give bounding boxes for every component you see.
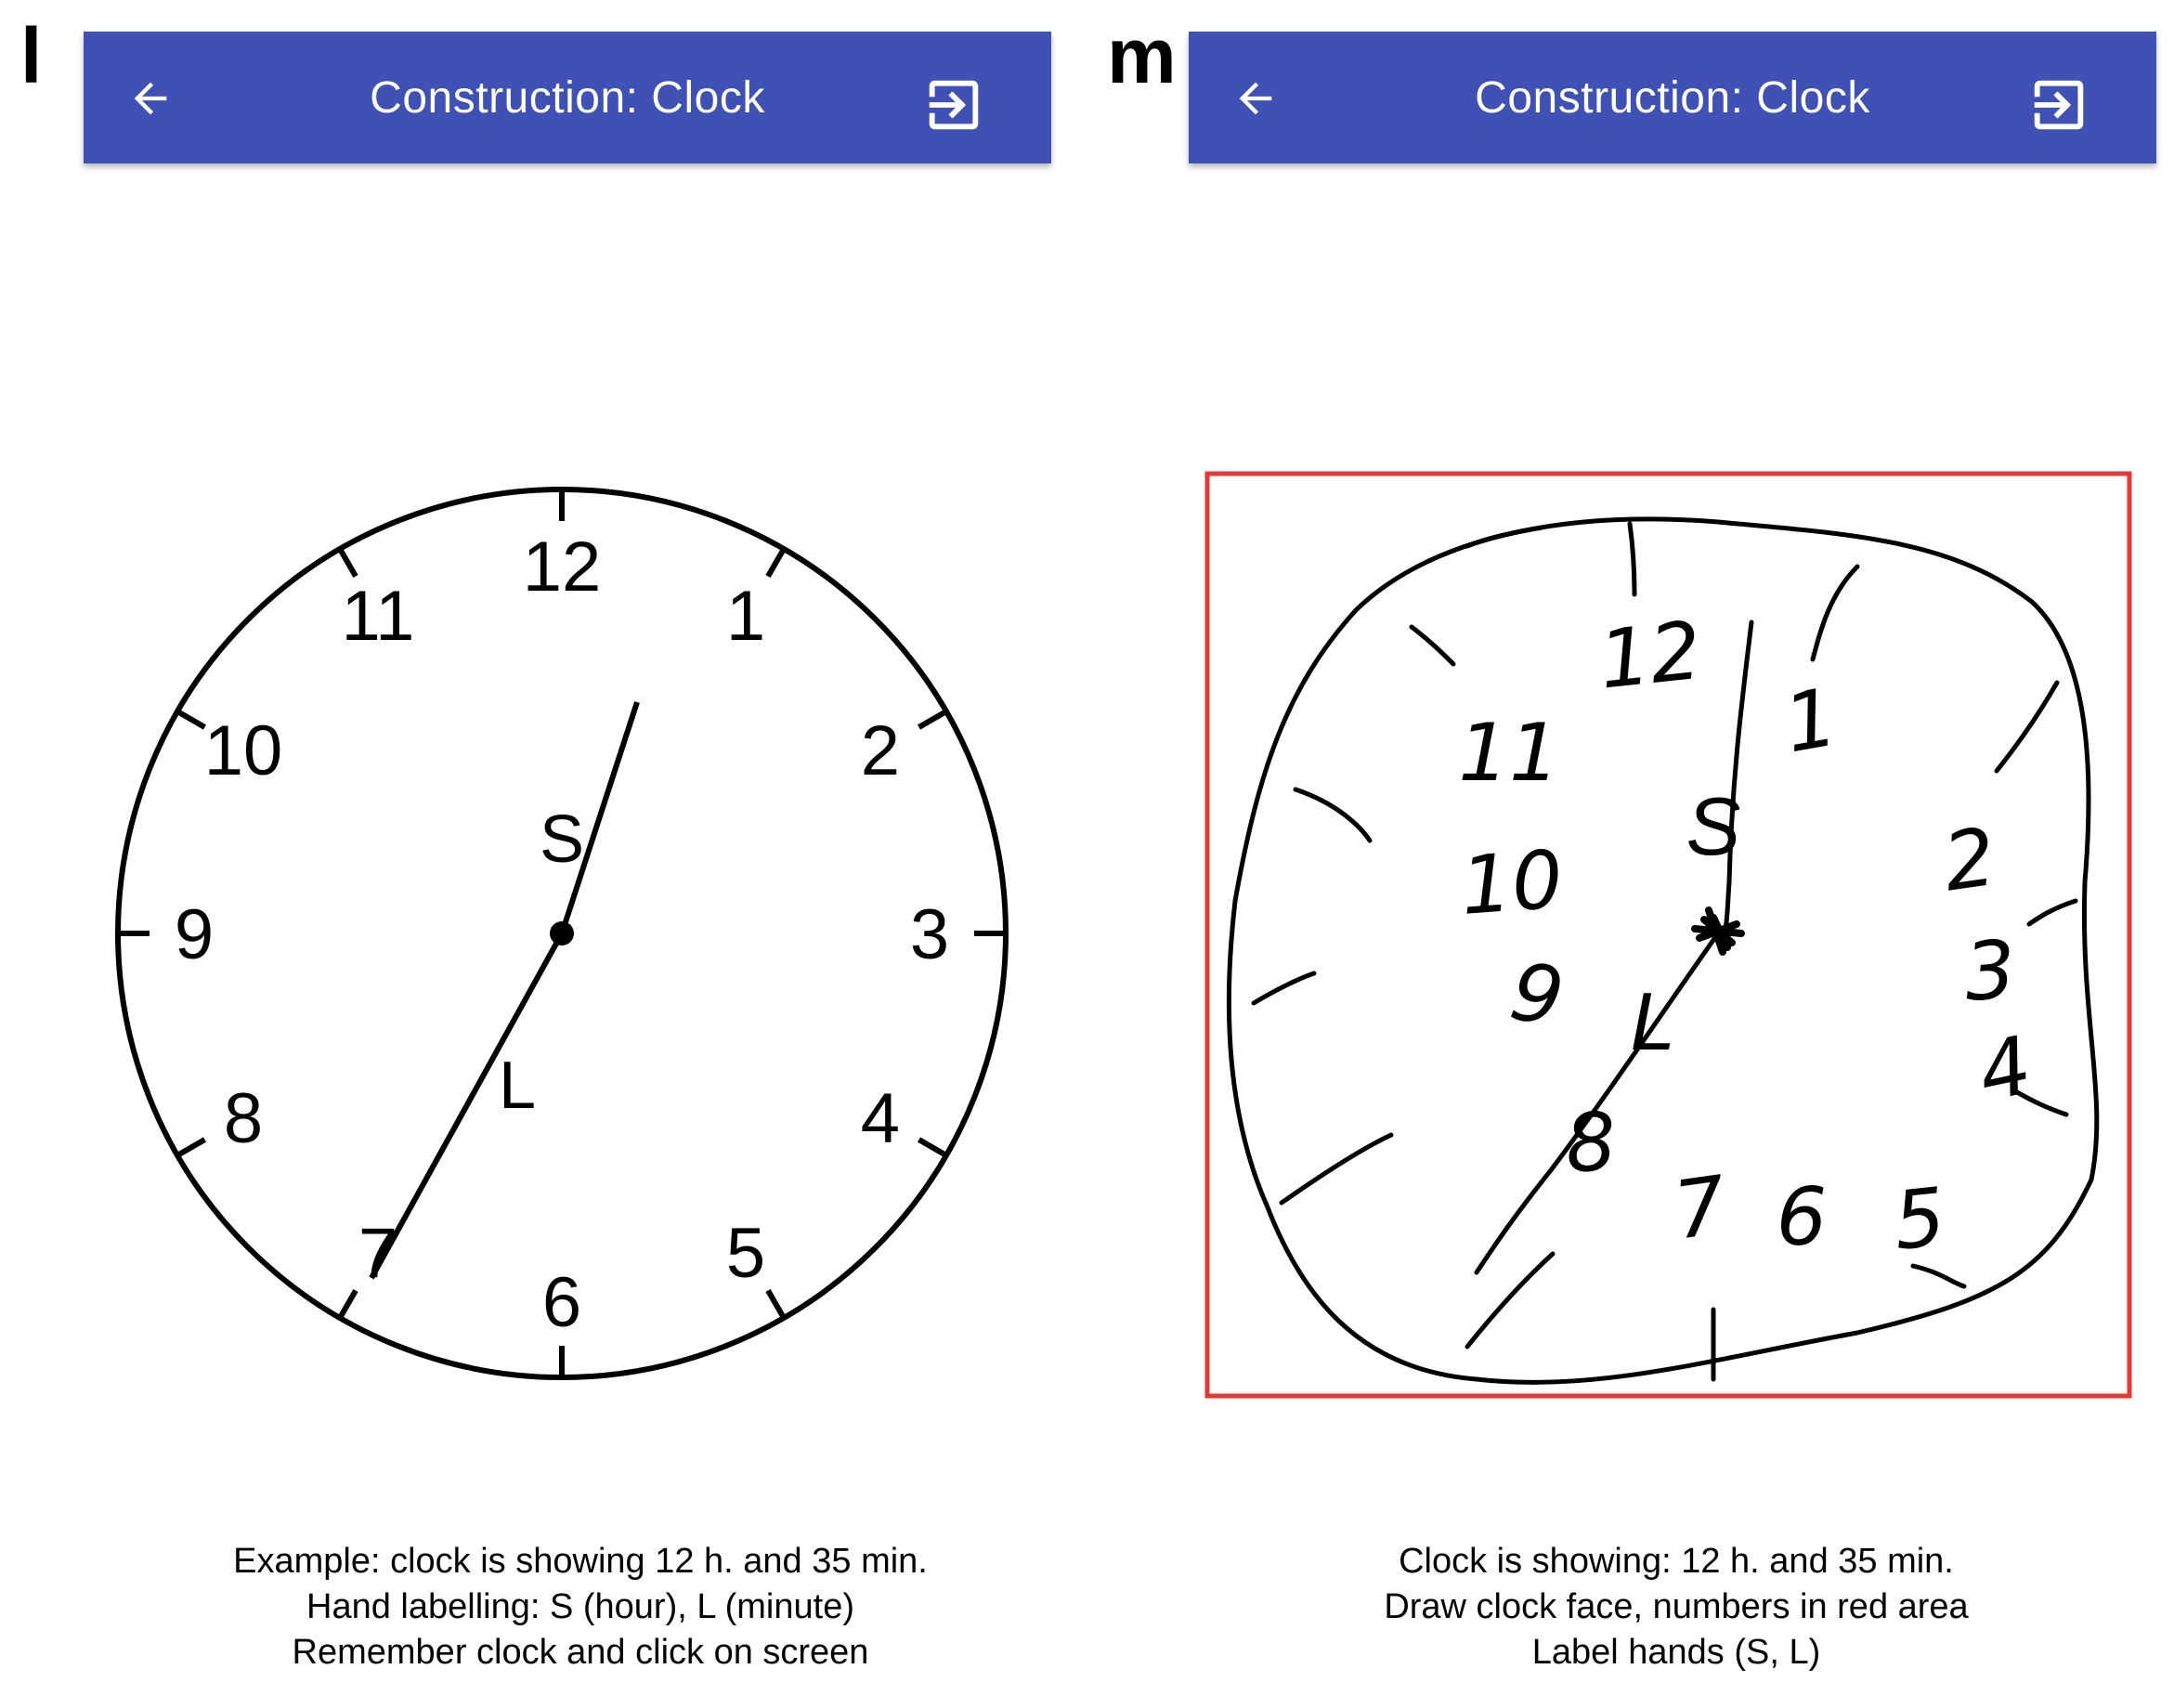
clock-number: 11 <box>341 577 415 657</box>
drawn-numbers <box>1458 605 2039 1269</box>
clock-center <box>550 921 574 945</box>
drawn-number: 12 <box>1595 604 1706 708</box>
drawn-number: 3 <box>1961 923 2019 1020</box>
hour-hand-label: S <box>539 802 585 877</box>
instruction-caption-right <box>1212 1539 2141 1675</box>
clock-number: 9 <box>174 895 215 974</box>
clock-number: 3 <box>909 895 950 974</box>
drawn-number: 2 <box>1937 810 2002 910</box>
drawn-number: 6 <box>1776 1171 1828 1264</box>
drawn-number: 10 <box>1457 833 1567 933</box>
drawn-hour-hand <box>1725 622 1751 929</box>
caption-line-3: Label hands (S, L) <box>1531 1633 1821 1672</box>
drawn-number: 7 <box>1668 1158 1733 1258</box>
drawn-number: 8 <box>1562 1095 1620 1192</box>
clock-number: 2 <box>860 711 901 790</box>
exit-button[interactable] <box>2024 71 2093 139</box>
exit-to-app-icon <box>2026 72 2091 137</box>
panel-letter-m: m <box>1107 12 1177 99</box>
caption-line-2: Draw clock face, numbers in red area <box>1384 1587 1969 1626</box>
drawn-number: 4 <box>1970 1019 2040 1121</box>
drawing-area[interactable] <box>1198 464 2145 1412</box>
drawn-number: 5 <box>1889 1170 1950 1269</box>
app-bar-right <box>1189 32 2156 163</box>
clock-number: 12 <box>522 528 602 606</box>
minute-hand-label: L <box>498 1049 537 1123</box>
app-bar-title: Construction: Clock <box>370 72 765 123</box>
drawn-number: 9 <box>1504 945 1570 1046</box>
clock-number: 7 <box>358 1213 398 1293</box>
example-clock[interactable] <box>93 464 1022 1412</box>
clock-number: 5 <box>725 1213 766 1293</box>
caption-line-2: Hand labelling: S (hour), L (minute) <box>306 1587 854 1626</box>
drawn-number: 11 <box>1458 707 1560 800</box>
app-bar-left <box>84 32 1051 163</box>
panel-letter-l: l <box>20 12 43 99</box>
drawn-minute-hand-label: L <box>1630 975 1676 1067</box>
clock-number: 1 <box>725 577 766 657</box>
exit-to-app-icon <box>921 72 986 137</box>
caption-line-3: Remember clock and click on screen <box>292 1633 869 1672</box>
caption-line-1: Clock is showing: 12 h. and 35 min. <box>1399 1542 1954 1581</box>
caption-line-1: Example: clock is showing 12 h. and 35 min. <box>233 1542 928 1581</box>
drawn-hour-hand-label: S <box>1686 780 1741 872</box>
clock-number: 8 <box>223 1079 264 1158</box>
drawn-number: 1 <box>1777 671 1844 772</box>
clock-number: 4 <box>860 1079 901 1158</box>
drawn-center <box>1695 910 1741 952</box>
app-bar-title: Construction: Clock <box>1475 72 1870 123</box>
exit-button[interactable] <box>919 71 988 139</box>
instruction-caption-left <box>116 1539 1045 1675</box>
clock-number: 6 <box>541 1263 582 1342</box>
clock-number: 10 <box>203 711 283 790</box>
